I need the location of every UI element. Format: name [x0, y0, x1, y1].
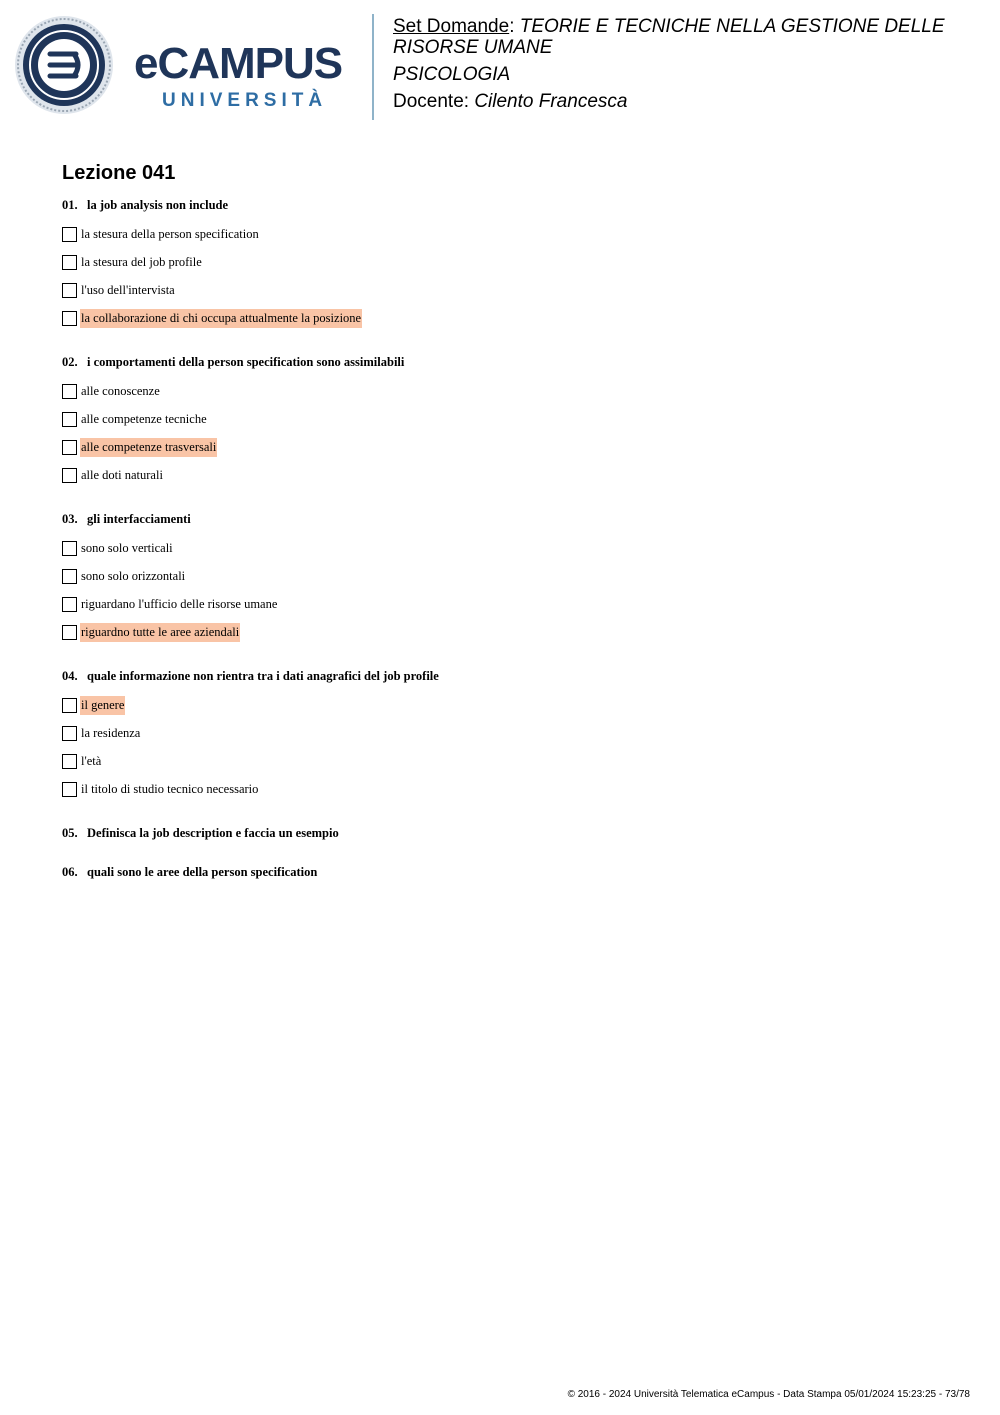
question-heading: [62, 824, 942, 842]
answer-text-highlighted: la collaborazione di chi occupa attualmente la posizione: [80, 309, 362, 328]
question-02: [62, 353, 942, 489]
answer-checkbox[interactable]: [62, 384, 77, 399]
answer-text-highlighted: alle competenze trasversali: [80, 438, 217, 457]
question-text: i comportamenti della person specification sono assimilabili: [87, 355, 405, 369]
course-title: TEORIE E TECNICHE NELLA GESTIONE DELLE RISORSE UMANE: [393, 16, 945, 58]
question-05: [62, 824, 942, 842]
answer-option[interactable]: [62, 248, 942, 276]
question-number: 03.: [62, 512, 78, 526]
answer-checkbox[interactable]: [62, 569, 77, 584]
question-heading: [62, 196, 942, 214]
answer-option[interactable]: [62, 461, 942, 489]
answer-text-highlighted: riguardno tutte le aree aziendali: [80, 623, 240, 642]
answer-text: sono solo verticali: [81, 540, 173, 555]
teacher-label: Docente:: [393, 91, 470, 112]
answer-text: l'età: [81, 753, 102, 768]
question-number: 04.: [62, 669, 78, 683]
logo-subtitle: UNIVERSITÀ: [162, 90, 328, 111]
question-01: [62, 196, 942, 332]
teacher-name: Cilento Francesca: [474, 91, 628, 112]
question-heading: [62, 667, 942, 685]
question-04: [62, 667, 942, 803]
answer-text: il titolo di studio tecnico necessario: [81, 781, 259, 796]
set-separator: :: [509, 16, 515, 37]
question-03: [62, 510, 942, 646]
answer-checkbox[interactable]: [62, 255, 77, 270]
answer-checkbox[interactable]: [62, 412, 77, 427]
answer-text: sono solo orizzontali: [81, 568, 186, 583]
answer-text: alle competenze tecniche: [81, 411, 207, 426]
answer-text: alle conoscenze: [81, 383, 160, 398]
question-text: quali sono le aree della person specification: [87, 865, 318, 879]
answer-option[interactable]: [62, 590, 942, 618]
lesson-title: Lezione 041: [62, 162, 176, 184]
teacher-line: [393, 91, 983, 112]
question-number: 02.: [62, 355, 78, 369]
answer-option-correct[interactable]: [62, 433, 942, 461]
question-number: 05.: [62, 826, 78, 840]
answer-checkbox[interactable]: [62, 625, 77, 640]
answer-checkbox[interactable]: [62, 726, 77, 741]
logo-wordmark: eCAMPUS: [134, 39, 343, 88]
answer-text: riguardano l'ufficio delle risorse umane: [81, 596, 278, 611]
answer-option[interactable]: [62, 719, 942, 747]
answer-option[interactable]: [62, 562, 942, 590]
course-title-line: [393, 16, 983, 58]
answer-option[interactable]: [62, 377, 942, 405]
answer-text-highlighted: il genere: [80, 696, 125, 715]
question-list: [62, 196, 942, 902]
question-heading: [62, 353, 942, 371]
answer-option[interactable]: [62, 405, 942, 433]
answer-checkbox[interactable]: [62, 754, 77, 769]
answer-checkbox[interactable]: [62, 782, 77, 797]
faculty: PSICOLOGIA: [393, 64, 511, 85]
question-06: [62, 863, 942, 881]
answer-checkbox[interactable]: [62, 541, 77, 556]
course-header: [393, 16, 983, 112]
header-divider: [372, 14, 374, 120]
set-label: Set Domande: [393, 16, 510, 37]
question-heading: [62, 863, 942, 881]
answer-text: alle doti naturali: [81, 467, 163, 482]
ecampus-logo: [14, 14, 359, 118]
answer-text: la stesura della person specification: [81, 226, 259, 241]
answer-checkbox[interactable]: [62, 468, 77, 483]
answer-checkbox[interactable]: [62, 698, 77, 713]
answer-option[interactable]: [62, 220, 942, 248]
seal-icon: [15, 16, 113, 114]
answer-checkbox[interactable]: [62, 227, 77, 242]
question-text: Definisca la job description e faccia un esempio: [87, 826, 339, 840]
answer-option[interactable]: [62, 276, 942, 304]
answer-text: la stesura del job profile: [81, 254, 202, 269]
answer-option[interactable]: [62, 534, 942, 562]
answer-option-correct[interactable]: [62, 304, 942, 332]
question-text: la job analysis non include: [87, 198, 229, 212]
answer-checkbox[interactable]: [62, 597, 77, 612]
question-text: gli interfacciamenti: [87, 512, 191, 526]
answer-text: l'uso dell'intervista: [81, 282, 175, 297]
answer-option-correct[interactable]: [62, 691, 942, 719]
question-number: 01.: [62, 198, 78, 212]
answer-checkbox[interactable]: [62, 283, 77, 298]
answer-option[interactable]: [62, 775, 942, 803]
answer-text: la residenza: [81, 725, 141, 740]
question-heading: [62, 510, 942, 528]
answer-option[interactable]: [62, 747, 942, 775]
question-number: 06.: [62, 865, 78, 879]
page-footer: © 2016 - 2024 Università Telematica eCampus - Data Stampa 05/01/2024 15:23:25 - 73/78: [567, 1389, 970, 1400]
question-text: quale informazione non rientra tra i dati anagrafici del job profile: [87, 669, 439, 683]
answer-checkbox[interactable]: [62, 311, 77, 326]
answer-checkbox[interactable]: [62, 440, 77, 455]
answer-option-correct[interactable]: [62, 618, 942, 646]
